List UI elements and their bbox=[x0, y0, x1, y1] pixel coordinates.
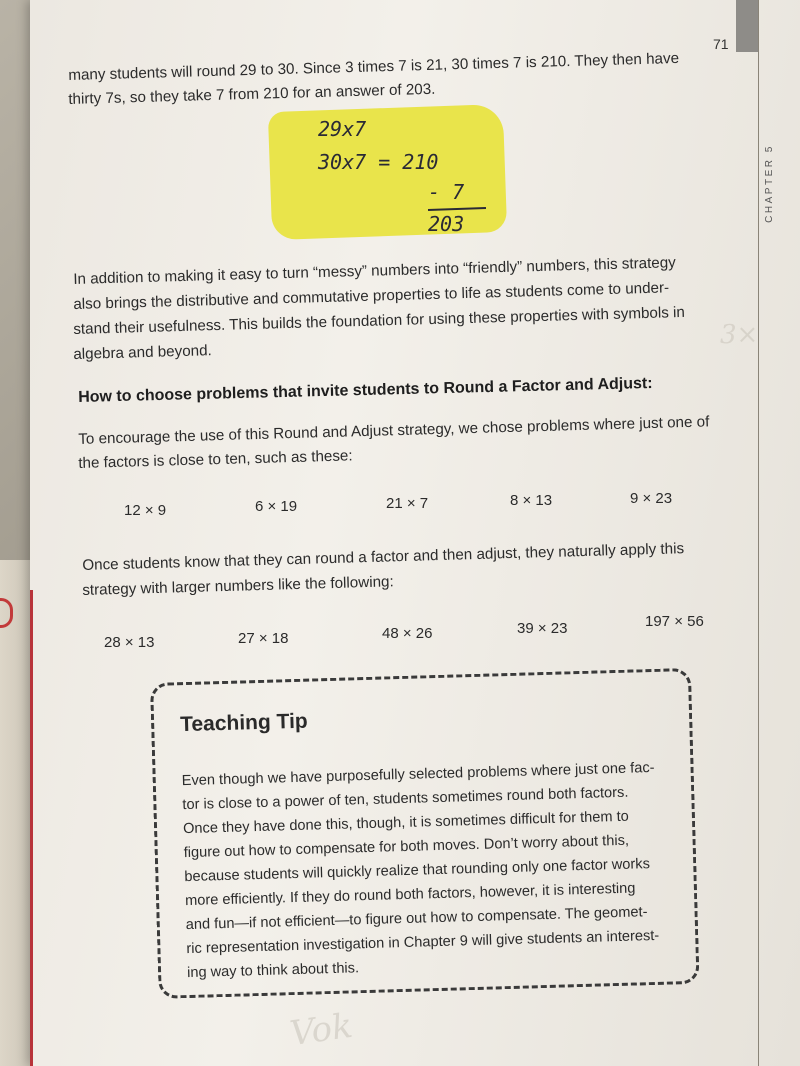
page-number: 71 bbox=[713, 36, 729, 52]
page-edge-red-line bbox=[30, 590, 33, 1066]
teaching-tip-box bbox=[150, 668, 700, 999]
handwritten-line: 203 bbox=[428, 212, 465, 236]
body-line: To encourage the use of this Round and Adjust strategy, we chose problems where just one of bbox=[78, 413, 710, 448]
body-line: the factors is close to ten, such as these: bbox=[78, 447, 353, 472]
body-line: also brings the distributive and commutative properties to life as students come to under- bbox=[73, 279, 670, 313]
intro-line: many students will round 29 to 30. Since 3 times 7 is 21, 30 times 7 is 210. They then have bbox=[68, 49, 680, 84]
body-line: strategy with larger numbers like the following: bbox=[82, 573, 394, 599]
bleed-through-mark: 3× bbox=[720, 320, 759, 350]
tip-line: Even though we have purposefully selected problems where just one fac- bbox=[181, 759, 655, 790]
body-line: Once students know that they can round a factor and then adjust, they naturally apply this bbox=[82, 540, 685, 574]
tip-line: and fun—if not efficient—to figure out how to compensate. The geomet- bbox=[185, 904, 648, 934]
section-heading: How to choose problems that invite students to Round a Factor and Adjust: bbox=[78, 374, 653, 406]
problem-item: 21 × 7 bbox=[386, 495, 429, 512]
problem-item: 197 × 56 bbox=[645, 613, 704, 630]
problem-item: 9 × 23 bbox=[630, 490, 673, 507]
tip-line: tor is close to a power of ten, students sometimes round both factors. bbox=[182, 784, 629, 814]
problem-item: 12 × 9 bbox=[124, 502, 167, 519]
handwritten-line: 30x7 = 210 bbox=[318, 150, 439, 174]
handwritten-line: - 7 bbox=[428, 180, 465, 204]
body-line: stand their usefulness. This builds the foundation for using these properties with symbols in bbox=[73, 303, 686, 338]
tip-line: figure out how to compensate for both moves. Don’t worry about this, bbox=[183, 832, 630, 862]
body-line: In addition to making it easy to turn “messy” numbers into “friendly” numbers, this strategy bbox=[73, 254, 677, 288]
tip-line: ing way to think about this. bbox=[186, 960, 360, 982]
chapter-tab bbox=[736, 0, 758, 52]
margin-rule bbox=[758, 0, 759, 1066]
intro-line: thirty 7s, so they take 7 from 210 for an answer of 203. bbox=[68, 80, 436, 108]
tip-line: Once they have done this, though, it is sometimes difficult for them to bbox=[182, 808, 630, 838]
handwritten-line: 29x7 bbox=[318, 117, 367, 141]
problem-item: 48 × 26 bbox=[382, 625, 433, 642]
problem-item: 8 × 13 bbox=[510, 492, 553, 509]
problem-item: 39 × 23 bbox=[517, 620, 568, 637]
bleed-through-mark: Vok bbox=[287, 1005, 355, 1055]
chapter-label: CHAPTER 5 bbox=[763, 144, 775, 223]
problem-item: 28 × 13 bbox=[104, 634, 155, 651]
tip-line: ric representation investigation in Chapter 9 will give students an interest- bbox=[186, 927, 660, 958]
teaching-tip-title: Teaching Tip bbox=[179, 709, 309, 737]
body-line: algebra and beyond. bbox=[73, 342, 213, 363]
problem-item: 6 × 19 bbox=[255, 498, 298, 515]
tip-line: more efficiently. If they do round both factors, however, it is interesting bbox=[184, 880, 636, 910]
problem-item: 27 × 18 bbox=[238, 630, 289, 647]
book-page bbox=[30, 0, 800, 1066]
tip-line: because students will quickly realize that rounding only one factor works bbox=[184, 856, 651, 886]
